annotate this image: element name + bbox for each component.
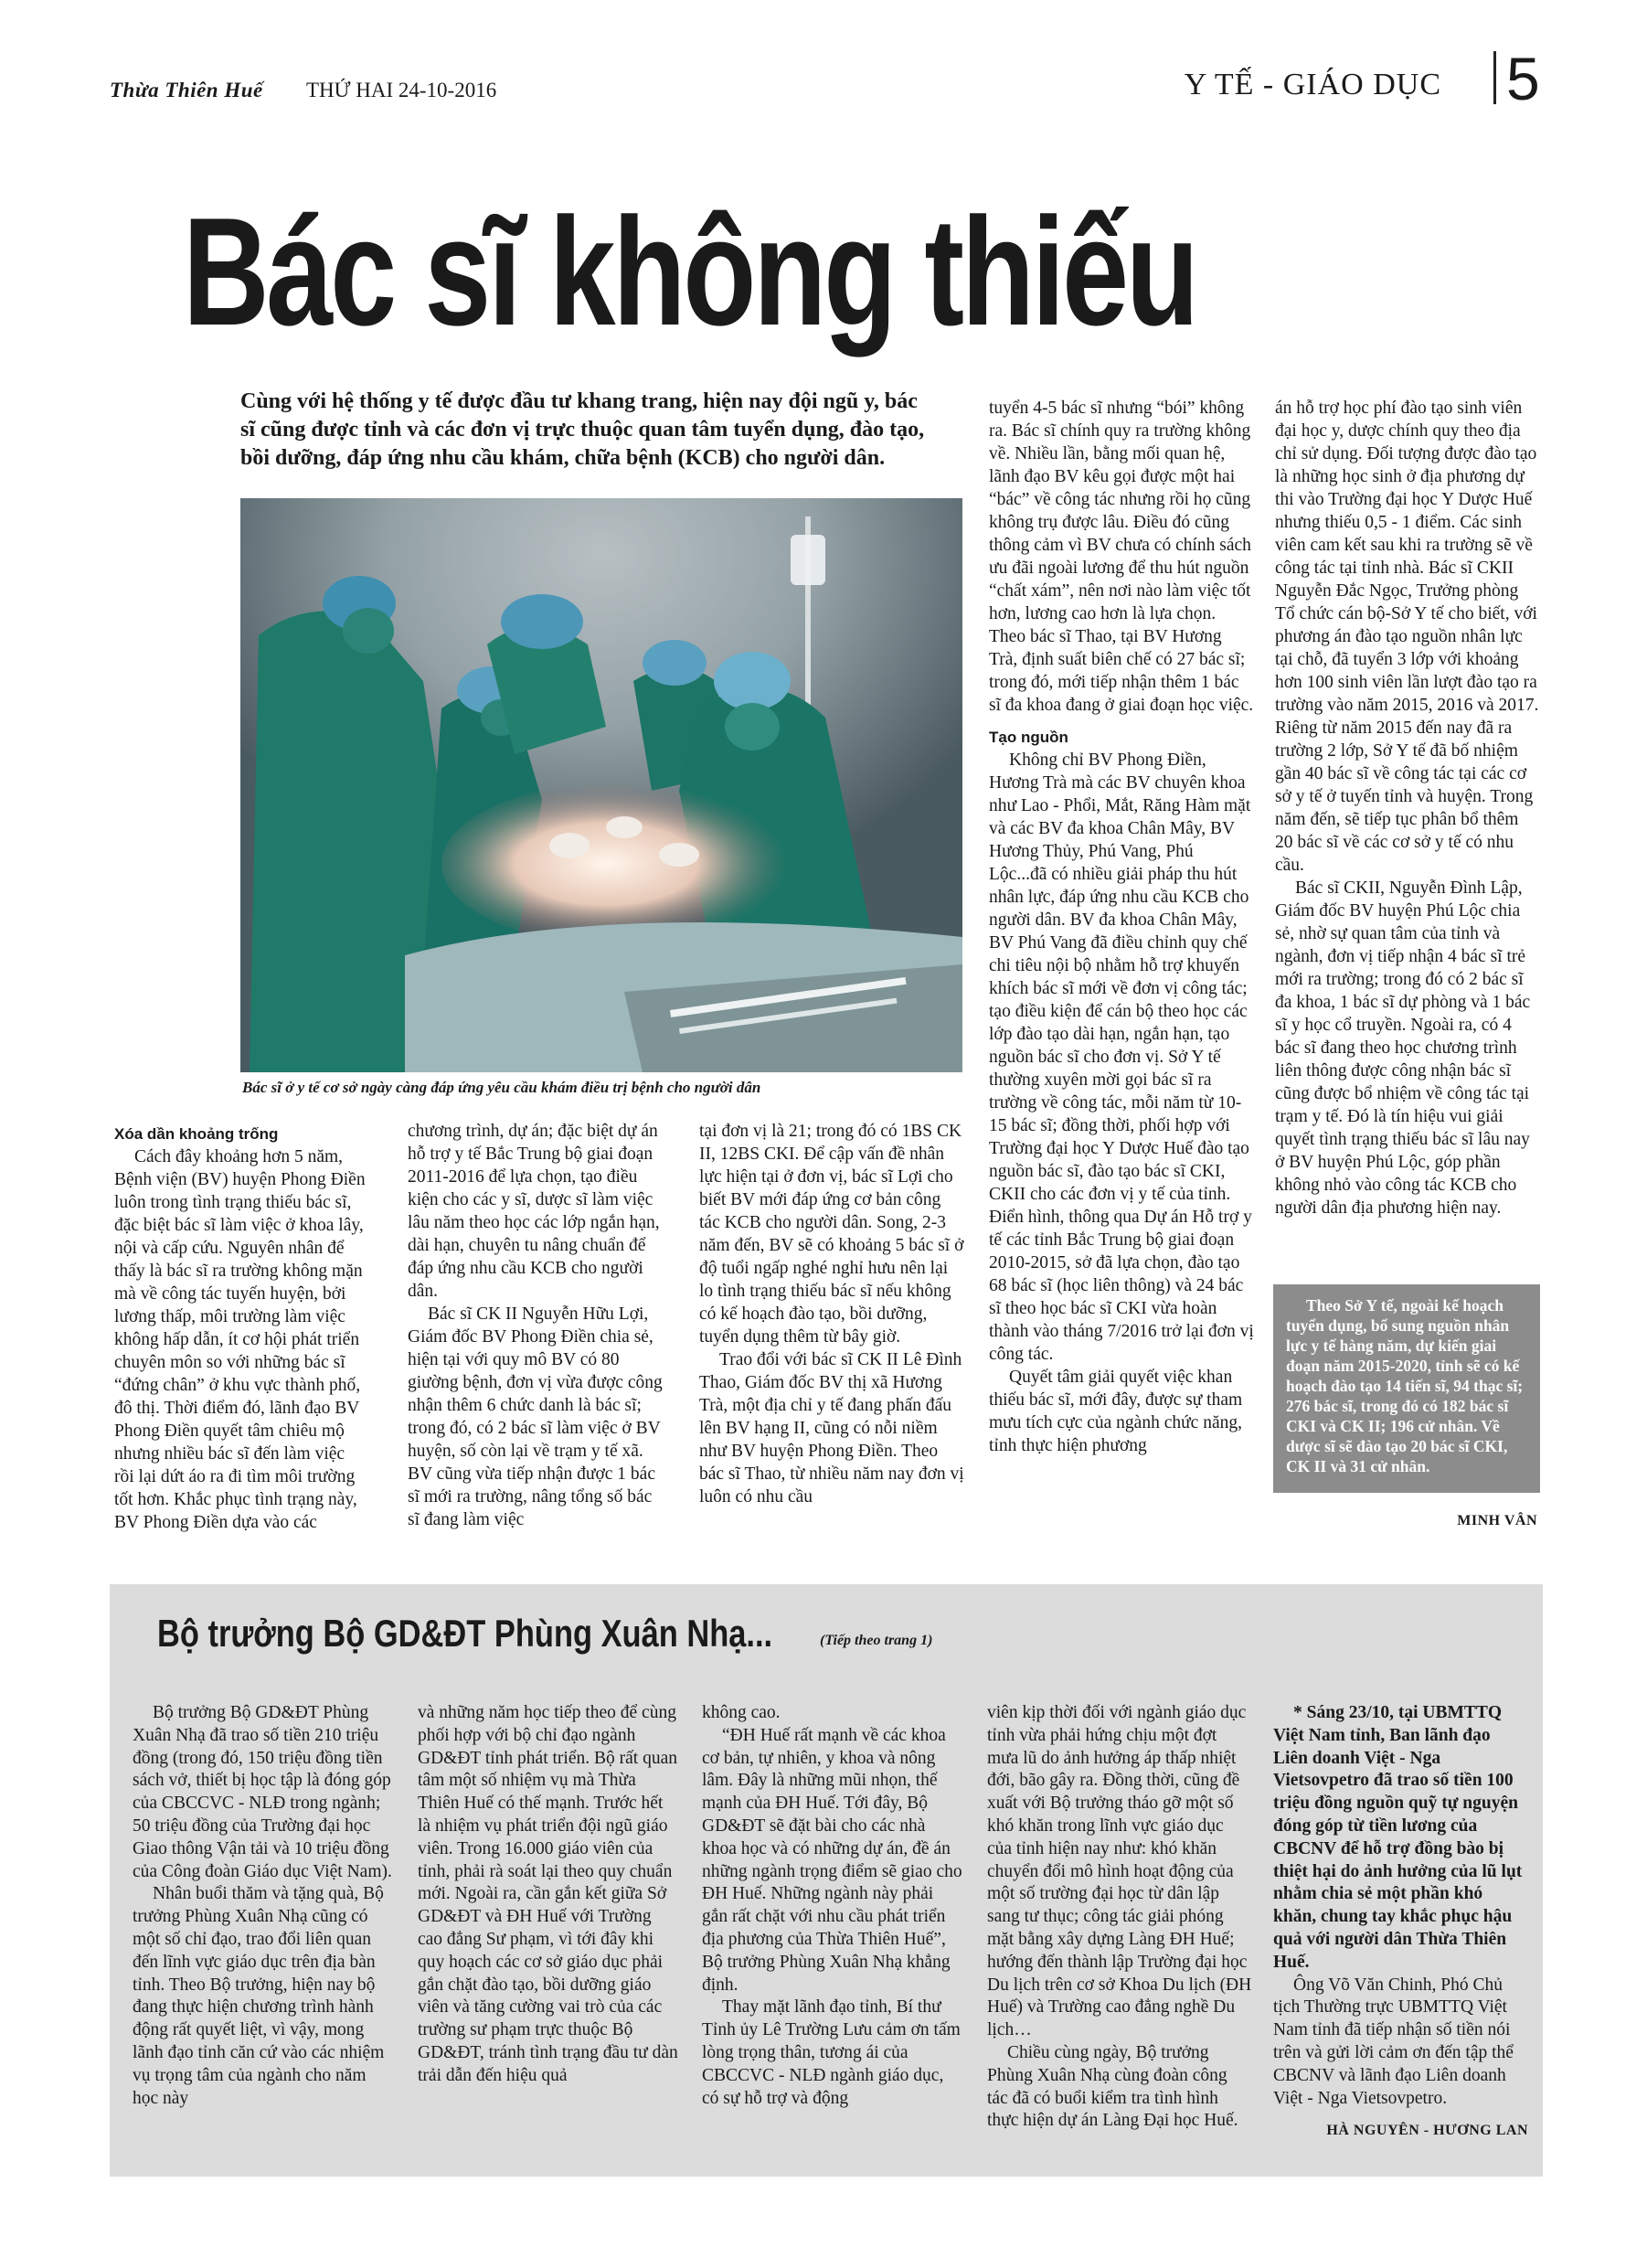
- panel-paragraph: “ĐH Huế rất mạnh về các khoa cơ bản, tự nhiên, y khoa và nông lâm. Đây là những mũi nhọn, thế mạnh của ĐH Huế. Tới đây, Bộ GD&ĐT sẽ đặt bài cho các nhà khoa học và có những dự án, đề án những ngành trọng điểm sẽ giao cho ĐH Huế. Những ngành này phải gắn rất chặt với nhu cầu phát triển địa phương của Thừa Thiên Huế”, Bộ trưởng Phùng Xuân Nhạ khẳng định.: [702, 1725, 962, 1995]
- page-number: 5: [1506, 45, 1540, 112]
- panel-paragraph: Nhân buổi thăm và tặng quà, Bộ trưởng Phùng Xuân Nhạ cũng có một số chỉ đạo, trao đổi liên quan đến lĩnh vực giáo dục trên địa bàn tỉnh. Theo Bộ trưởng, hiện nay bộ đang thực hiện chương trình hành động rất quyết liệt, vì vậy, mong lãnh đạo tỉnh căn cứ vào các nhiệm vụ trọng tâm của ngành cho năm học này: [133, 1884, 385, 2108]
- info-box: [1273, 1284, 1540, 1493]
- panel-byline: HÀ NGUYÊN - HƯƠNG LAN: [1326, 2123, 1528, 2138]
- panel-paragraph: * Sáng 23/10, tại UBMTTQ Việt Nam tỉnh, Ban lãnh đạo Liên doanh Việt - Nga Vietsovpetro đã trao số tiền 100 triệu đồng nguồn quỹ tự nguyện đóng góp từ tiền lương của CBCNV để hỗ trợ đồng bào bị thiệt hại do ảnh hưởng của lũ lụt nhằm chia sẻ một phần khó khăn, chung tay khắc phục hậu quả với người dân Thừa Thiên Huế.: [1273, 1703, 1523, 1972]
- section-label: Y TẾ - GIÁO DỤC: [1184, 68, 1441, 101]
- panel-column-5: [1273, 1702, 1529, 2110]
- article-paragraph: Bác sĩ CKII, Nguyễn Đình Lập, Giám đốc BV huyện Phú Lộc chia sẻ, nhờ sự quan tâm của tỉnh và ngành, đơn vị tiếp nhận 4 bác sĩ trẻ mới ra trường; trong đó có 2 bác sĩ đa khoa, 1 bác sĩ dự phòng và 1 bác sĩ y học cổ truyền. Ngoài ra, có 4 bác sĩ đang theo học chương trình liên thông được công nhận bác sĩ cũng được bổ nhiệm về công tác tại trạm y tế. Đó là tín hiệu vui giải quyết tình trạng thiếu bác sĩ lâu nay ở BV huyện Phú Lộc, góp phần không nhỏ vào công tác KCB cho người dân địa phương hiện nay.: [1275, 878, 1531, 1218]
- continued-from-note: (Tiếp theo trang 1): [820, 1633, 933, 1648]
- article-paragraph: tuyển 4-5 bác sĩ nhưng “bói” không ra. Bác sĩ chính quy ra trường không về. Nhiều lần, bằng mối quan hệ, lãnh đạo BV kêu gọi được một hai “bác” về công tác nhưng rồi họ cũng không trụ được lâu. Điều đó cũng thông cảm vì BV chưa có chính sách ưu đãi ngoài lương để thu hút nguồn “chất xám”, nên nơi nào làm việc tốt hơn, lương cao hơn là lựa chọn. Theo bác sĩ Thao, tại BV Hương Trà, định suất biên chế có 27 bác sĩ; trong đó, mới tiếp nhận thêm 1 bác sĩ đa khoa đang ở giai đoạn học việc.: [989, 399, 1254, 715]
- article-column-2: [408, 1120, 668, 1531]
- article-lead: Cùng với hệ thống y tế được đầu tư khang trang, hiện nay đội ngũ y, bác sĩ cũng được tỉnh và các đơn vị trực thuộc quan tâm tuyển dụng, đào tạo, bồi dưỡng, đáp ứng nhu cầu khám, chữa bệnh (KCB) cho người dân.: [240, 389, 925, 470]
- panel-column-2: [418, 1702, 678, 2088]
- panel-column-1: [133, 1702, 393, 2110]
- panel-paragraph: Thay mặt lãnh đạo tỉnh, Bí thư Tỉnh ủy Lê Trường Lưu cảm ơn tấm lòng trọng thân, tương ái của CBCCVC - NLĐ ngành giáo dục, có sự hỗ trợ và động: [702, 1997, 961, 2108]
- panel-paragraph: Ông Võ Văn Chinh, Phó Chủ tịch Thường trực UBMTTQ Việt Nam tỉnh đã tiếp nhận số tiền nói trên và gửi lời cảm ơn đến tập thể CBCNV và lãnh đạo Liên doanh Việt - Nga Vietsovpetro.: [1273, 1975, 1514, 2108]
- subhead-2: Tạo nguồn: [989, 729, 1068, 746]
- article-paragraph: án hỗ trợ học phí đào tạo sinh viên đại học y, dược chính quy theo địa chỉ sử dụng. Đối tượng được đào tạo là những học sinh ở địa phương dự thi vào Trường đại học Y Dược Huế nhưng thiếu 0,5 - 1 điểm. Các sinh viên cam kết sau khi ra trường sẽ về công tác tại tỉnh nhà. Bác sĩ CKII Nguyễn Đắc Ngọc, Trưởng phòng Tổ chức cán bộ-Sở Y tế cho biết, với phương án đào tạo nguồn nhân lực tại chỗ, đã tuyển 3 lớp với khoảng hơn 100 sinh viên lần lượt đào tạo ra trường vào năm 2015, 2016 và 2017. Riêng từ năm 2015 đến nay đã ra trường 2 lớp, Sở Y tế đã bố nhiệm gần 40 bác sĩ về công tác tại các cơ sở y tế ở tuyến tỉnh và huyện. Trong năm đến, sẽ tiếp tục phân bổ thêm 20 bác sĩ về các cơ sở y tế có nhu cầu.: [1275, 399, 1539, 875]
- article-paragraph: chương trình, dự án; đặc biệt dự án hỗ trợ y tế Bắc Trung bộ giai đoạn 2011-2016 để lựa chọn, tạo điều kiện cho các y sĩ, dược sĩ làm việc lâu năm theo học các lớp ngắn hạn, dài hạn, chuyên tu nâng chuẩn để đáp ứng nhu cầu KCB cho người dân.: [408, 1122, 660, 1301]
- article-column-4: [989, 397, 1254, 1457]
- panel-paragraph: Chiều cùng ngày, Bộ trưởng Phùng Xuân Nhạ cùng đoàn công tác đã có buổi kiểm tra tình hình thực hiện dự án Làng Đại học Huế.: [987, 2042, 1238, 2131]
- panel-column-4: [987, 1702, 1252, 2133]
- article-title: Bác sĩ không thiếu: [183, 186, 1196, 357]
- panel-column-3: [702, 1702, 962, 2110]
- subhead-1: Xóa dần khoảng trống: [114, 1125, 279, 1143]
- issue-date: THỨ HAI 24-10-2016: [306, 79, 497, 101]
- header-divider: [1493, 51, 1496, 104]
- article-paragraph: Trao đổi với bác sĩ CK II Lê Đình Thao, Giám đốc BV thị xã Hương Trà, một địa chỉ y tế đang phấn đấu lên BV hạng II, cũng có nỗi niềm như BV huyện Phong Điền. Theo bác sĩ Thao, từ nhiều năm nay đơn vị luôn có nhu cầu: [699, 1350, 964, 1507]
- panel-paragraph: không cao.: [702, 1703, 781, 1722]
- article-paragraph: Bác sĩ CK II Nguyễn Hữu Lợi, Giám đốc BV Phong Điền chia sẻ, hiện tại với quy mô BV có 80 giường bệnh, đơn vị vừa được công nhận thêm 6 chức danh là bác sĩ; trong đó, có 2 bác sĩ làm việc ở BV huyện, số còn lại về trạm y tế xã. BV cũng vừa tiếp nhận được 1 bác sĩ mới ra trường, nâng tổng số bác sĩ đang làm việc: [408, 1304, 663, 1529]
- article-paragraph: Cách đây khoảng hơn 5 năm, Bệnh viện (BV) huyện Phong Điền luôn trong tình trạng thiếu bác sĩ, đặc biệt bác sĩ làm việc ở khoa lây, nội và cấp cứu. Nguyên nhân để thấy là bác sĩ ra trường không mặn mà về công tác tuyến huyện, bởi lương thấp, môi trường làm việc không hấp dẫn, ít cơ hội phát triển chuyên môn so với những bác sĩ “đứng chân” ở khu vực thành phố, đô thị. Thời điểm đó, lãnh đạo BV Phong Điền quyết tâm chiêu mộ nhưng nhiều bác sĩ đến làm việc rồi lại dứt áo ra đi tìm môi trường tốt hơn. Khắc phục tình trạng này, BV Phong Điền dựa vào các: [114, 1147, 366, 1532]
- info-box-text: Theo Sở Y tế, ngoài kế hoạch tuyển dụng, bổ sung nguồn nhân lực y tế hàng năm, dự kiến giai đoạn năm 2015-2020, tỉnh sẽ có kế hoạch đào tạo 14 tiến sĩ, 94 thạc sĩ; 276 bác sĩ, trong đó có 182 bác sĩ CKI và CK II; 196 cử nhân. Về dược sĩ sẽ đào tạo 20 bác sĩ CKI, CK II và 31 cử nhân.: [1286, 1296, 1524, 1475]
- article-column-1: [114, 1120, 366, 1534]
- panel-paragraph: viên kịp thời đối với ngành giáo dục tỉnh vừa phải hứng chịu một đợt mưa lũ do ảnh hưởng áp thấp nhiệt đới, bão gây ra. Đồng thời, cũng đề xuất với Bộ trưởng tháo gỡ một số khó khăn trong lĩnh vực giáo dục của tỉnh hiện nay như: khó khăn chuyển đổi mô hình hoạt động của một số trường đại học từ dân lập sang tư thục; công tác giải phóng mặt bằng xây dựng Làng ĐH Huế; hướng đến thành lập Trường đại học Du lịch trên cơ sở Khoa Du lịch (ĐH Huế) và Trường cao đẳng nghề Du lịch…: [987, 1703, 1252, 2040]
- newspaper-name: Thừa Thiên Huế: [110, 79, 263, 101]
- continuation-title: Bộ trưởng Bộ GD&ĐT Phùng Xuân Nhạ...: [157, 1612, 773, 1655]
- article-paragraph: Không chỉ BV Phong Điền, Hương Trà mà các BV chuyên khoa như Lao - Phổi, Mắt, Răng Hàm mặt và các BV đa khoa Chân Mây, BV Hương Thủy, Phú Vang, Phú Lộc...đã có nhiều giải pháp thu hút nhân lực, đáp ứng nhu cầu KCB cho người dân. BV đa khoa Chân Mây, BV Phú Vang đã điều chỉnh quy chế chi tiêu nội bộ nhằm hỗ trợ khuyến khích bác sĩ mới về đơn vị công tác; tạo điều kiện để cán bộ theo học các lớp đào tạo dài hạn, ngắn hạn, tạo nguồn bác sĩ cho đơn vị. Sở Y tế thường xuyên mời gọi bác sĩ ra trường về công tác, mỗi năm từ 10-15 bác sĩ; đồng thời, phối hợp với Trường đại học Y Dược Huế đào tạo nguồn bác sĩ, đào tạo bác sĩ CKI, CKII cho các đơn vị y tế của tỉnh. Điển hình, thông qua Dự án Hỗ trợ y tế các tỉnh Bắc Trung bộ giai đoạn 2010-2015, sở đã lựa chọn, đào tạo 68 bác sĩ (học liên thông) và 24 bác sĩ theo học bác sĩ CKI vừa hoàn thành vào tháng 7/2016 trở lại đơn vị công tác.: [989, 751, 1254, 1364]
- panel-paragraph: và những năm học tiếp theo để cùng phối hợp với bộ chỉ đạo ngành GD&ĐT tỉnh phát triển. Bộ rất quan tâm một số nhiệm vụ mà Thừa Thiên Huế có thế mạnh. Trước hết là nhiệm vụ phát triển đội ngũ giáo viên. Trong 16.000 giáo viên của tỉnh, phải rà soát lại theo quy chuẩn mới. Ngoài ra, cần gắn kết giữa Sở GD&ĐT và ĐH Huế với Trường cao đẳng Sư phạm, vì tới đây khi quy hoạch các cơ sở giáo dục phải gắn chặt đào tạo, bồi dưỡng giáo viên và tăng cường vai trò của các trường sư phạm trực thuộc Bộ GD&ĐT, tránh tình trạng đầu tư dàn trải dẫn đến hiệu quả: [418, 1703, 678, 2085]
- article-paragraph: Quyết tâm giải quyết việc khan thiếu bác sĩ, mới đây, được sự tham mưu tích cực của ngành chức năng, tỉnh thực hiện phương: [989, 1368, 1243, 1455]
- panel-paragraph: Bộ trưởng Bộ GD&ĐT Phùng Xuân Nhạ đã trao số tiền 210 triệu đồng (trong đó, 150 triệu đồng tiền sách vở, thiết bị học tập là đóng góp của CBCCVC - NLĐ trong ngành; 50 triệu đồng của Trường đại học Giao thông Vận tải và 10 triệu đồng của Công đoàn Giáo dục Việt Nam).: [133, 1703, 392, 1881]
- article-paragraph: tại đơn vị là 21; trong đó có 1BS CK II, 12BS CKI. Để cập vấn đề nhân lực hiện tại ở đơn vị, bác sĩ Lợi cho biết BV mới đáp ứng cơ bản công tác KCB cho người dân. Song, 2-3 năm đến, BV sẽ có khoảng 5 bác sĩ ở độ tuổi ngấp nghé nghỉ hưu nên lại lo tình trạng thiếu bác sĩ nếu không có kế hoạch đào tạo, bồi dưỡng, tuyển dụng thêm từ bây giờ.: [699, 1122, 964, 1347]
- article-column-3: [699, 1120, 964, 1508]
- photo-caption: Bác sĩ ở y tế cơ sở ngày càng đáp ứng yêu cầu khám điều trị bệnh cho người dân: [242, 1079, 761, 1096]
- surgery-photo: [240, 498, 962, 1072]
- article-byline: MINH VÂN: [1457, 1513, 1537, 1528]
- article-column-5: [1275, 397, 1540, 1219]
